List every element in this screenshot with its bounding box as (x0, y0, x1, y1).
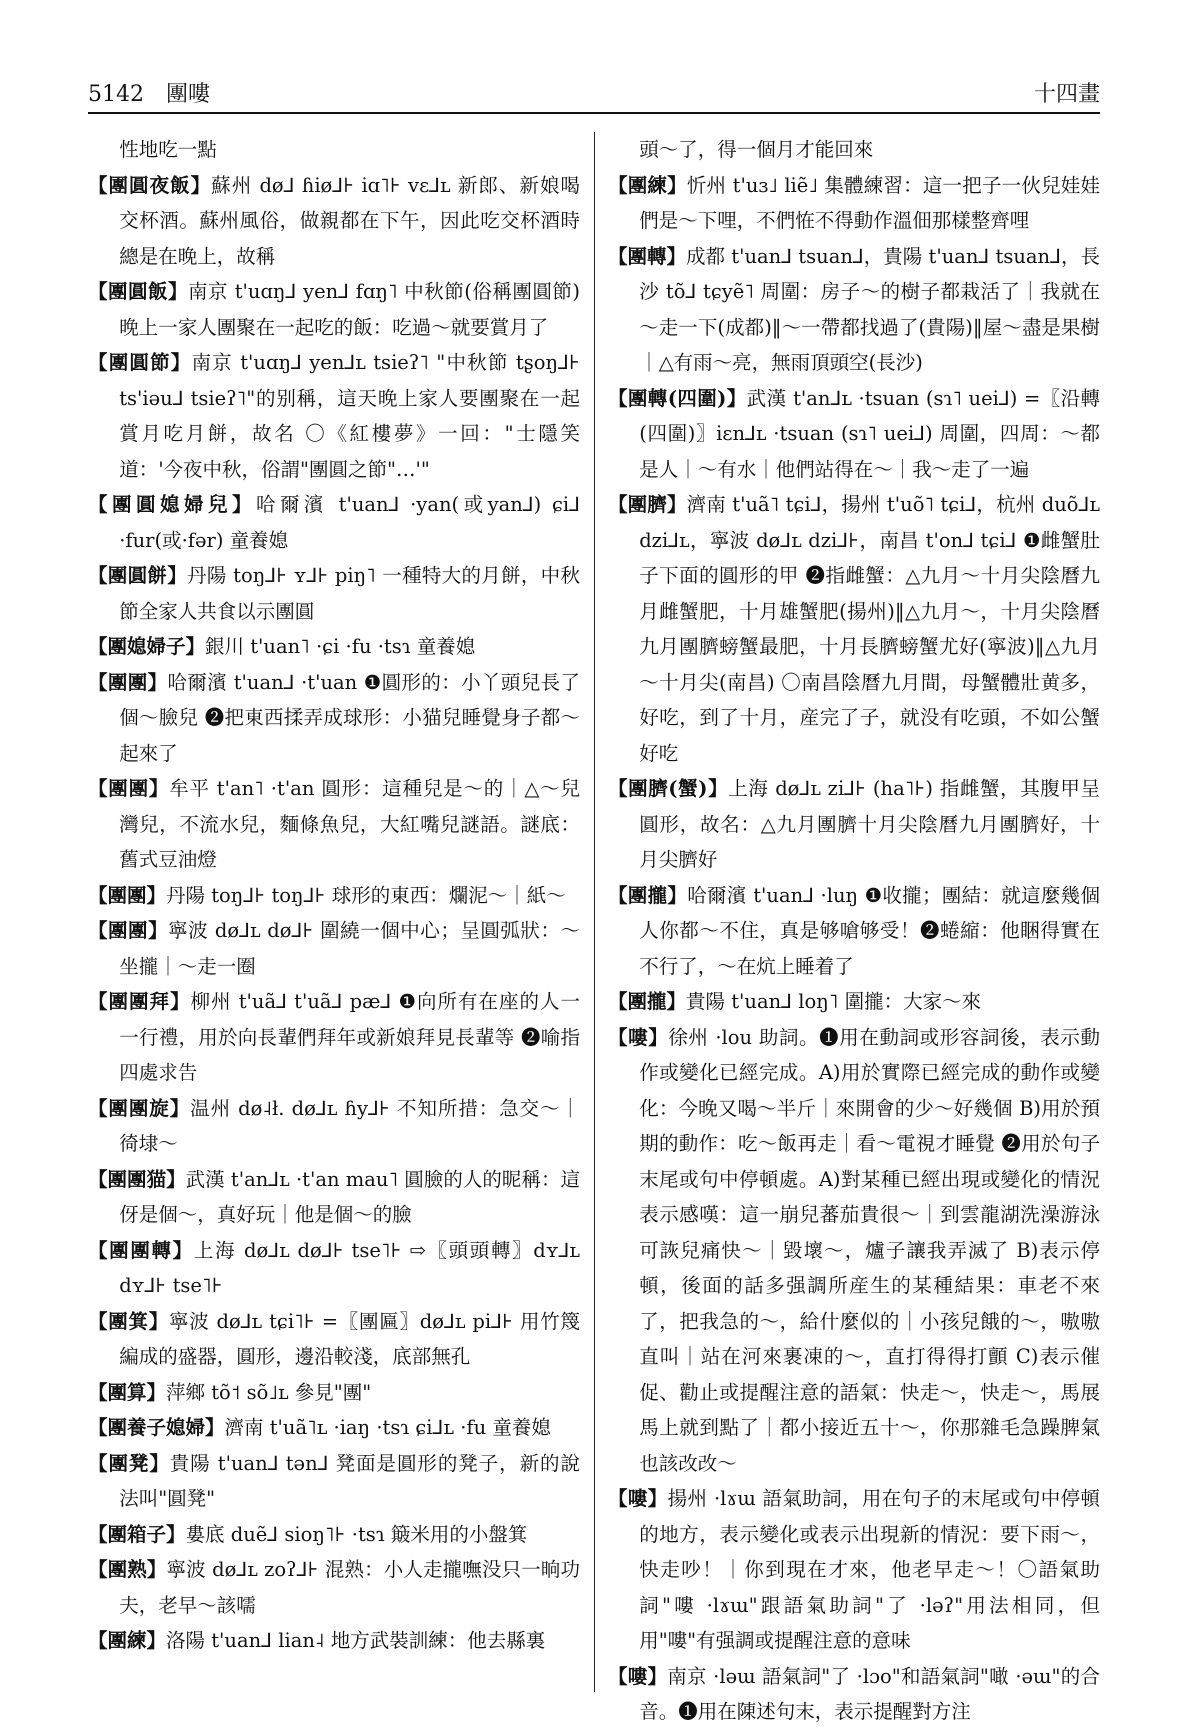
header-rule (88, 112, 1100, 114)
entry-text: 上海 dø⅃ʟ dø⅃⊦ tse˥⊦ ⇨〖頭頭轉〗dʏ⅃ʟ dʏ⅃⊦ tse˥⊦ (119, 1238, 580, 1297)
dictionary-entry (608, 984, 1100, 1020)
entry-text: 武漢 t'an⅃ʟ ·t'an mau˥ 圓臉的人的昵稱：這伢是個～，真好玩｜他是個～的臉 (119, 1167, 580, 1226)
entry-headword: 【團臍】 (608, 493, 687, 516)
entry-text: 南京 ·ləɯ 語氣詞"了 ·lɔo"和語氣詞"噉 ·əɯ"的合音。❶用在陳述句末，表示提醒對方注 (639, 1664, 1100, 1723)
dictionary-entry (88, 771, 580, 878)
right-column (608, 132, 1101, 1723)
dictionary-entry (88, 558, 580, 629)
page-number: 5142 (88, 82, 144, 107)
entry-headword: 【嘍】 (608, 1487, 668, 1510)
entry-headword: 【團圓餅】 (88, 564, 188, 587)
dictionary-entry (608, 487, 1100, 771)
entry-text: 寧波 dø⅃ʟ dø⅃⊦ 圍繞一個中心；呈圓弧狀：～坐攏｜～走一圈 (119, 919, 580, 978)
dictionary-entry (608, 132, 1100, 168)
entry-headword: 【嘍】 (608, 1025, 669, 1049)
dictionary-entry (88, 1304, 580, 1375)
entry-text: 寧波 dø⅃ʟ tɕi˥⊦ =〖團匾〗dø⅃ʟ pi⅃⊦ 用竹篾編成的盛器，圓形，邊沿較淺，底部無孔 (119, 1309, 580, 1368)
dictionary-entry (88, 1233, 580, 1304)
entry-headword: 【團箕】 (88, 1309, 170, 1333)
entry-headword: 【團團拜】 (88, 990, 191, 1013)
dictionary-entry (608, 1020, 1100, 1482)
entry-text: 哈爾濱 t'uan⅃ ·yan(或yan⅃) ɕi⅃ ·fur(或·fər) 童養媳 (119, 493, 580, 552)
entry-headword: 【團團猫】 (88, 1167, 186, 1191)
entry-headword: 【團臍(蟹)】 (608, 777, 729, 800)
dictionary-entry (88, 1162, 580, 1233)
dictionary-entry (608, 771, 1100, 878)
entry-text: 牟平 t'an˥ ·t'an 圓形：這種兒是～的｜△～兒灣兒，不流水兒，麵條魚兒，大紅嘴兒謎語。謎底：舊式豆油燈 (119, 777, 580, 871)
running-headword: 團嘍 (166, 82, 211, 107)
entry-headword: 【團攏】 (608, 990, 687, 1013)
dictionary-entry (88, 274, 580, 345)
entry-text: 哈爾濱 t'uan⅃ ·luŋ ❶收攏；團結：就這麼幾個人你都～不住，真是够嗆够受！❷蜷縮：他睏得實在不行了，～在炕上睡着了 (639, 883, 1100, 978)
dictionary-entry (88, 1517, 580, 1553)
dictionary-entry (88, 984, 580, 1091)
dictionary-entry (88, 1446, 580, 1517)
entry-text: 武漢 t'an⅃ʟ ·tsuan (sɿ˥ uei⅃) =〖沿轉(四圍)〗iɛn⅃ʟ ·tsuan (sɿ˥ uei⅃) 周圍，四周：～都是人｜～有水｜他們站得在～｜我～走了一遍 (639, 386, 1100, 481)
dictionary-entry (88, 487, 580, 558)
entry-text: 頭～了，得一個月才能回來 (639, 138, 874, 161)
entry-text: 貴陽 t'uan⅃ loŋ˥ 圍攏：大家～來 (686, 990, 982, 1013)
entry-text: 揚州 ·lɤɯ 語氣助詞，用在句子的末尾或句中停頓的地方，表示變化或表示出現新的情況：要下雨～，快走吵！｜你到現在才來，他老早走～！〇語氣助詞"嘍 ·lɤɯ"跟語氣助詞"了 ·ləʔ"用法相同，但用"嘍"有强調或提醒注意的意味 (639, 1487, 1100, 1652)
dictionary-entry (88, 629, 580, 665)
entry-headword: 【團團轉】 (88, 1238, 194, 1262)
entry-headword: 【團團】 (88, 777, 170, 800)
dictionary-entry (88, 168, 580, 275)
entry-headword: 【團圓媳婦兒】 (88, 493, 256, 516)
entry-headword: 【團凳】 (88, 1451, 170, 1475)
left-column (88, 132, 580, 1692)
dictionary-entry (88, 878, 580, 914)
dictionary-entry (88, 1375, 580, 1411)
entry-headword: 【團算】 (88, 1380, 167, 1404)
entry-headword: 【團箱子】 (88, 1522, 186, 1546)
entry-text: 銀川 t'uan˥ ·ɕi ·fu ·tsɿ 童養媳 (205, 635, 476, 658)
entry-text: 温州 dø˨ł. dø⅃ʟ ɦy⅃⊦ 不知所措：急交～｜徛埭～ (119, 1096, 580, 1155)
dictionary-entry (88, 913, 580, 984)
entry-headword: 【團攏】 (608, 883, 688, 907)
entry-headword: 【團團】 (88, 670, 168, 694)
entry-text: 婁底 duẽ⅃ sioŋ˥⊦ ·tsɿ 簸米用的小盤箕 (185, 1522, 528, 1546)
entry-headword: 【團轉(四圍)】 (608, 386, 747, 410)
dictionary-entry (88, 665, 580, 772)
entry-headword: 【團團】 (88, 919, 169, 942)
entry-headword: 【團媳婦子】 (88, 635, 206, 658)
entry-text: 上海 dø⅃ʟ zi⅃⊦ (ha˥⊦) 指雌蟹，其腹甲呈圓形，故名：△九月團臍十月尖陰曆九月團臍好，十月尖臍好 (639, 777, 1101, 871)
header-left (88, 77, 232, 108)
entry-text: 蘇州 dø⅃ ɦiø⅃⊦ iɑ˥⊦ ᴠɛ⅃ʟ 新郎、新娘喝交杯酒。蘇州風俗，做親都在下午，因此吃交杯酒時總是在晚上，故稱 (119, 173, 580, 268)
entry-headword: 【團圓飯】 (88, 280, 188, 303)
dictionary-entry (608, 168, 1100, 239)
entry-headword: 【團練】 (88, 1629, 167, 1652)
entry-headword: 【團圓節】 (88, 351, 192, 374)
entry-headword: 【團圓夜飯】 (88, 173, 212, 197)
entry-text: 濟南 t'uã˥ tɕi⅃，揚州 t'uõ˥ tɕi⅃，杭州 duõ⅃ʟ dzi⅃ʟ，寧波 dø⅃ʟ dzi⅃⊦，南昌 t'on⅃ tɕi⅃ ❶雌蟹肚子下面的圓形的甲 ❷指雌蟹：△九月～十月尖陰曆九月雌蟹肥，十月雄蟹肥(揚州)‖△九月～，十月尖陰曆九月團臍螃蟹最肥，十月長臍螃蟹尤好(寧波)‖△九月～十月尖(南昌) 〇南昌陰曆九月間，母蟹體壯黄多，好吃，到了十月，産完了子，就没有吃頭，不如公蟹好吃 (639, 493, 1100, 765)
entry-text: 寧波 dø⅃ʟ zoʔ⅃⊦ 混熟：小人走攏嘸没只一晌功夫，老早～該嚅 (119, 1558, 580, 1617)
entry-text: 丹陽 toŋ⅃⊦ ʏ⅃⊦ piŋ˥ 一種特大的月餅，中秋節全家人共食以示團圓 (119, 564, 580, 623)
section-label: 十四畫 (1033, 82, 1100, 107)
entry-text: 哈爾濱 t'uan⅃ ·t'uan ❶圓形的：小丫頭兒長了個～臉兒 ❷把東西揉弄成球形：小猫兒睡覺身子都～起來了 (119, 670, 580, 765)
dictionary-entry (88, 1091, 580, 1162)
entry-headword: 【團轉】 (608, 244, 687, 268)
column-divider (594, 132, 595, 1692)
entry-text: 萍鄉 tõ˦ sõ˩ʟ 參見"團" (166, 1380, 372, 1404)
dictionary-entry (88, 345, 580, 487)
entry-headword: 【團團】 (88, 883, 167, 907)
dictionary-entry (608, 1481, 1100, 1659)
entry-headword: 【團練】 (608, 173, 687, 197)
dictionary-entry (88, 1410, 580, 1446)
dictionary-entry (88, 132, 580, 168)
entry-text: 貴陽 t'uan⅃ tən⅃ 凳面是圓形的凳子，新的說法叫"圓凳" (119, 1451, 580, 1510)
dictionary-entry (608, 381, 1100, 488)
entry-headword: 【團熟】 (88, 1558, 167, 1581)
entry-text: 南京 t'uɑŋ⅃ yen⅃ʟ tsieʔ˥ "中秋節 tʂoŋ⅃⊦ ts'iəu⅃ tsieʔ˥"的别稱，這天晚上家人要團聚在一起賞月吃月餅，故名 〇《紅樓夢》一回："士隱笑道：'今夜中秋，俗謂"團圓之節"…'" (119, 351, 580, 481)
entry-text: 濟南 t'uã˥ʟ ·iaŋ ·tsɿ ɕi⅃ʟ ·fu 童養媳 (224, 1416, 551, 1439)
dictionary-entry (608, 239, 1100, 381)
entry-text: 徐州 ·lou 助詞。❶用在動詞或形容詞後，表示動作或變化已經完成。A)用於實際已經完成的動作或變化：今晚又喝～半斤｜來開會的少～好幾個 B)用於預期的動作：吃～飯再走｜看～電視才睡覺 ❷用於句子末尾或句中停頓處。A)對某種已經出現或變化的情況表示感嘆：這一崩兒蕃茄貴很～｜到雲龍湖洗澡游泳可詼兒痛快～｜毀壞～，爐子讓我弄滅了 B)表示停頓，後面的話多强調所産生的某種結果：車老不來了，把我急的～，給什麼似的｜小孩兒餓的～，嗷嗷直叫｜站在河來裹凍的～，直打得得打顫 C)表示催促、勸止或提醒注意的語氣：快走～，快走～，馬展馬上就到點了｜都小接近五十～，你那雜毛急躁脾氣也該改改～ (639, 1025, 1100, 1475)
entry-text: 柳州 t'uã⅃ t'uã⅃ pæ⅃ ❶向所有在座的人一一行禮，用於向長輩們拜年或新娘拜見長輩等 ❷喻指四處求告 (119, 990, 580, 1084)
entry-text: 性地吃一點 (119, 138, 217, 161)
entry-text: 成都 t'uan⅃ tsuan⅃，貴陽 t'uan⅃ tsuan⅃，長沙 tõ⅃ tɕyẽ˥ 周圍：房子～的樹子都栽活了｜我就在～走一下(成都)‖～一帶都找過了(貴陽)‖屋～盡是果樹｜△有雨～亮，無雨頂頭空(長沙) (639, 244, 1100, 374)
entry-headword: 【嘍】 (608, 1664, 668, 1688)
dictionary-entry (608, 878, 1100, 985)
dictionary-entry (608, 1659, 1100, 1730)
entry-text: 洛陽 t'uan⅃ lian˨ 地方武裝訓練：他去縣裏 (166, 1629, 546, 1652)
dictionary-entry (88, 1623, 580, 1659)
entry-text: 忻州 t'uɜ˩ liẽ˩ 集體練習：這一把子一伙兒娃娃們是～下哩，不們恠不得動作溫佃那樣整齊哩 (639, 173, 1100, 232)
dictionary-entry (88, 1552, 580, 1623)
entry-text: 丹陽 toŋ⅃⊦ toŋ⅃⊦ 球形的東西：爛泥～｜紙～ (166, 883, 566, 907)
entry-headword: 【團養子媳婦】 (88, 1416, 225, 1439)
page-header (88, 74, 1100, 108)
entry-text: 南京 t'uɑŋ⅃ yen⅃ fɑŋ˥ 中秋節(俗稱團圓節)晚上一家人團聚在一起吃的飯：吃過～就要賞月了 (119, 280, 580, 339)
entry-headword: 【團團旋】 (88, 1096, 191, 1120)
